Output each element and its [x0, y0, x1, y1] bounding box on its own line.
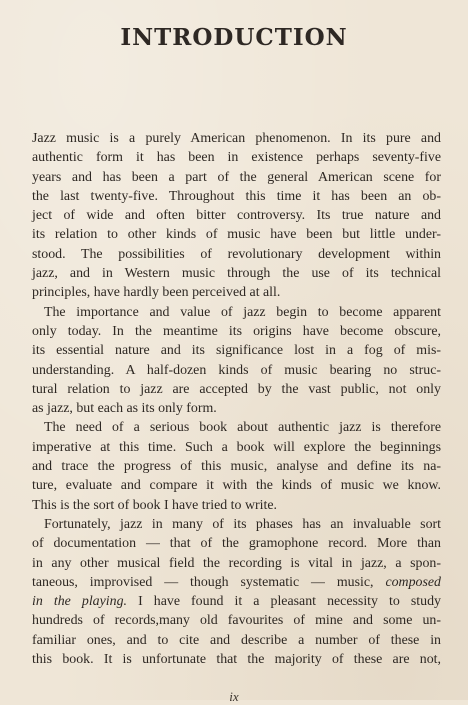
text-line: ject of wide and often bitter controversy. Its true nature and: [32, 208, 441, 224]
text-line: the last twenty-five. Throughout this time it has been an ob-: [32, 188, 441, 204]
text-line: of documentation — that of the gramophone record. More than: [32, 536, 441, 552]
text-line: Fortunately, jazz in many of its phases has an invaluable sort: [44, 516, 441, 532]
text-line: ture, evaluate and compare it with the kinds of music we know.: [32, 478, 441, 494]
text-line: in any other musical field the recording is vital in jazz, a spon-: [32, 555, 441, 571]
text-line: its relation to other kinds of music have been but little under-: [32, 227, 441, 243]
body-text: [32, 129, 441, 669]
italic-phrase: composed: [385, 574, 441, 590]
page-title: INTRODUCTION: [120, 24, 348, 51]
text-line: This is the sort of book I have tried to write.: [32, 497, 277, 513]
text-line: as jazz, but each as its only form.: [32, 401, 217, 417]
text-line: this book. It is unfortunate that the majority of these are not,: [32, 652, 441, 668]
text-line: Jazz music is a purely American phenomenon. In its pure and: [32, 131, 441, 146]
text-line: The need of a serious book about authentic jazz is therefore: [44, 420, 441, 436]
text-line: and trace the progress of this music, analyse and define its na-: [32, 459, 441, 475]
text-line: hundreds of records,many old favourites of mine and some un-: [32, 613, 441, 629]
italic-phrase: in the playing.: [32, 594, 128, 610]
text-line: imperative at this time. Such a book will explore the beginnings: [32, 439, 441, 455]
text-line: only today. In the meantime its origins have become obscure,: [32, 323, 441, 339]
text-line: tural relation to jazz are accepted by the vast public, not only: [32, 381, 441, 397]
text-line: authentic form it has been in existence perhaps seventy-five: [32, 150, 441, 166]
text-line: its essential nature and its significance lost in a fog of mis-: [32, 343, 441, 359]
text-line: The importance and value of jazz begin to become apparent: [44, 304, 441, 320]
text-line: jazz, and in Western music through the use of its technical: [32, 266, 441, 282]
text-line: years and has been a part of the general American scene for: [32, 169, 441, 185]
text-line: taneous, improvised — though systematic — music, composed: [32, 574, 441, 590]
text-line: principles, have hardly been perceived at all.: [32, 285, 281, 301]
page-number: ix: [229, 689, 239, 704]
text-line: in the playing. I have found it a pleasant necessity to study: [32, 594, 441, 610]
text-line: understanding. A half-dozen kinds of music bearing no struc-: [32, 362, 441, 378]
text-line: stood. The possibilities of revolutionary development within: [32, 246, 441, 262]
text-line: familiar ones, and to cite and describe a number of these in: [32, 632, 441, 648]
